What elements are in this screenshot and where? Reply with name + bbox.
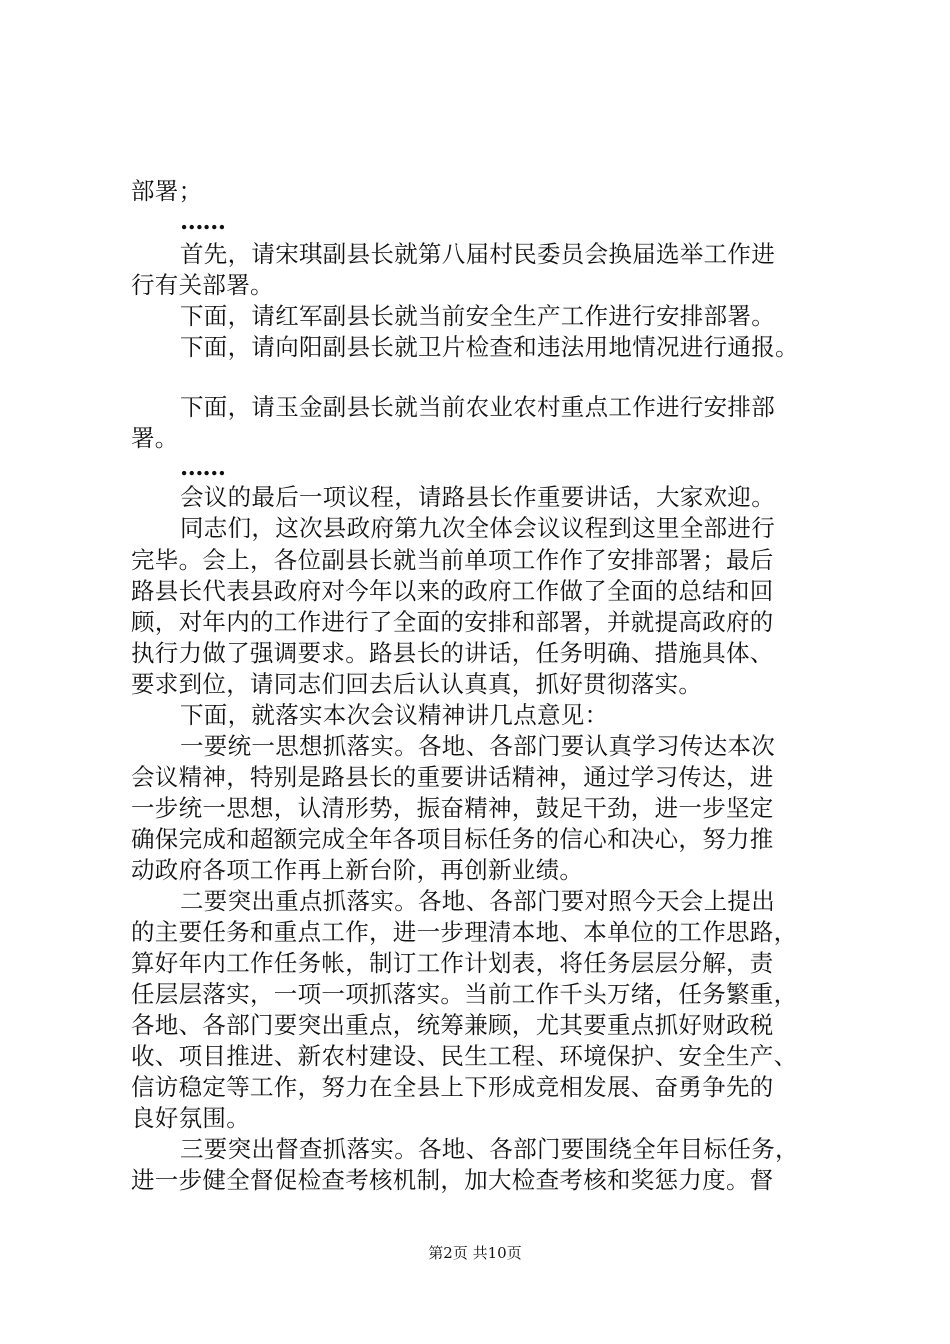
text-line: 动政府各项工作再上新台阶，再创新业绩。	[131, 856, 584, 884]
text-line: 一要统一思想抓落实。各地、各部门要认真学习传达本次	[180, 732, 775, 760]
text-line: 首先，请宋琪副县长就第八届村民委员会换届选举工作进	[180, 240, 775, 268]
text-line: 的主要任务和重点工作，进一步理清本地、本单位的工作思路，	[131, 918, 798, 946]
text-line: 任层层落实，一项一项抓落实。当前工作千头万绪，任务繁重，	[131, 980, 798, 1008]
text-line: 一步统一思想，认清形势，振奋精神，鼓足干劲，进一步坚定	[131, 794, 774, 822]
text-line: 署。	[131, 424, 179, 452]
text-line: 信访稳定等工作，努力在全县上下形成竞相发展、奋勇争先的	[131, 1073, 774, 1101]
text-line: 算好年内工作任务帐，制订工作计划表，将任务层层分解，责	[131, 949, 774, 977]
text-line: 三要突出督查抓落实。各地、各部门要围绕全年目标任务，	[180, 1135, 799, 1163]
text-line: 二要突出重点抓落实。各地、各部门要对照今天会上提出	[180, 887, 775, 915]
ellipsis-line: ……	[180, 453, 225, 481]
text-line: 进一步健全督促检查考核机制，加大检查考核和奖惩力度。督	[131, 1166, 774, 1194]
text-line: 良好氛围。	[131, 1104, 250, 1132]
text-line: 同志们，这次县政府第九次全体会议议程到这里全部进行	[180, 514, 775, 542]
text-line: 收、项目推进、新农村建设、民生工程、环境保护、安全生产、	[131, 1042, 798, 1070]
text-line: 下面，请玉金副县长就当前农业农村重点工作进行安排部	[180, 393, 775, 421]
text-line: 确保完成和超额完成全年各项目标任务的信心和决心，努力推	[131, 825, 774, 853]
text-line: 会议精神，特别是路县长的重要讲话精神，通过学习传达，进	[131, 763, 774, 791]
text-line: 下面，请红军副县长就当前安全生产工作进行安排部署。	[180, 302, 775, 330]
text-line: 各地、各部门要突出重点，统筹兼顾，尤其要重点抓好财政税	[131, 1011, 774, 1039]
text-line: 下面，就落实本次会议精神讲几点意见：	[180, 701, 609, 729]
text-line: 顾，对年内的工作进行了全面的安排和部署，并就提高政府的	[131, 608, 774, 636]
text-line: 完毕。会上，各位副县长就当前单项工作作了安排部署；最后	[131, 546, 774, 574]
text-line: 路县长代表县政府对今年以来的政府工作做了全面的总结和回	[131, 577, 774, 605]
text-line: 行有关部署。	[131, 271, 274, 299]
page-footer: 第2页 共10页	[428, 1244, 522, 1262]
ellipsis-line: ……	[180, 207, 225, 235]
text-line: 部署；	[131, 177, 203, 205]
text-line: 下面，请向阳副县长就卫片检查和违法用地情况进行通报。	[180, 333, 799, 361]
text-line: 要求到位，请同志们回去后认认真真，抓好贯彻落实。	[131, 670, 703, 698]
text-line: 会议的最后一项议程，请路县长作重要讲话，大家欢迎。	[180, 483, 775, 511]
text-line: 执行力做了强调要求。路县长的讲话，任务明确、措施具体、	[131, 639, 774, 667]
